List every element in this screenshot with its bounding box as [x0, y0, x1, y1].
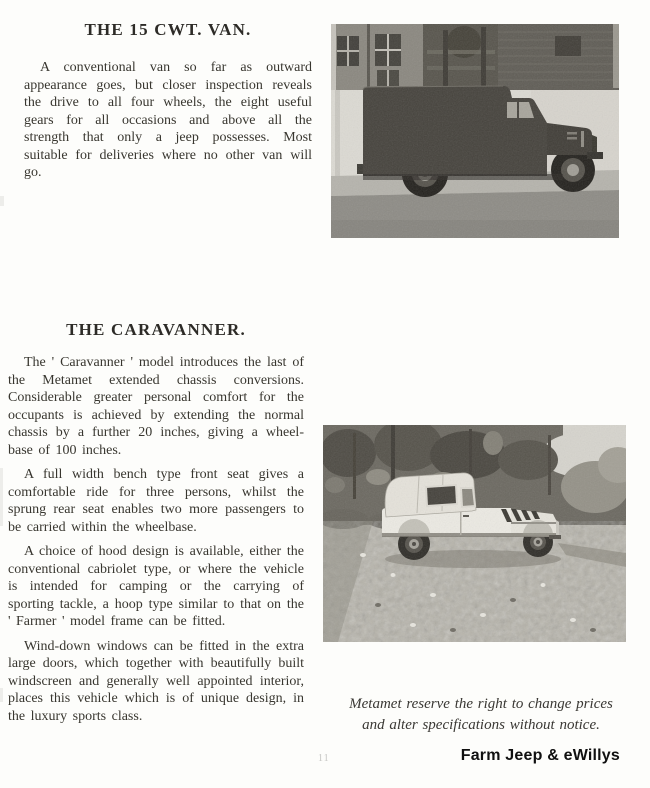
caravanner-paragraph-3: A choice of hood design is available, either the conventional cabriolet type, or where the vehicle is intended for camping or the carrying of sporting tackle, a hoop type similar to that on the ' Farmer ' model frame can be fitted.: [8, 544, 304, 629]
caravanner-photo: [323, 425, 626, 642]
caravanner-paragraph-1: The ' Caravanner ' model introduces the last of the Metamet extended chassis conversions. Considerable greater personal comfort for the occupants is achieved by extending the normal chassis by a further 20 inches, giving a wheel-base of 100 inches.: [8, 355, 304, 458]
watermark: Farm Jeep & eWillys: [460, 747, 620, 764]
reservation-note: Metamet reserve the right to change prices and alter specifications without notice.: [349, 696, 613, 733]
section-caravanner: [8, 320, 304, 732]
caravanner-photo-illustration: [323, 425, 626, 642]
van-photo: [331, 24, 619, 238]
caravanner-paragraph-2: A full width bench type front seat gives a comfortable ride for three persons, whilst the sprung rear seat enables two more passengers to be carried within the wheelbase.: [8, 467, 304, 535]
page-number: 11: [318, 753, 330, 764]
caravanner-paragraph-4: Wind-down windows can be fitted in the extra large doors, which together with beautifully built windscreen and generally well appointed interior, places this vehicle which is of unique design, in the luxury sports class.: [8, 638, 304, 724]
van-paragraph-1: A conventional van so far as outward appearance goes, but closer inspection reveals the drive to all four wheels, the eight useful gears for all occasions and above all the strength that only a jeep possesses. Most suitable for deliveries where no other van will go.: [24, 60, 312, 180]
scan-artifact: [0, 468, 3, 526]
scan-artifact: [0, 688, 3, 702]
section-heading-van: THE 15 CWT. VAN.: [84, 20, 252, 39]
scan-artifact: [0, 196, 4, 206]
section-15-cwt-van: [24, 20, 312, 189]
van-photo-illustration: [331, 24, 619, 238]
section-heading-caravanner: THE CARAVANNER.: [66, 320, 246, 339]
